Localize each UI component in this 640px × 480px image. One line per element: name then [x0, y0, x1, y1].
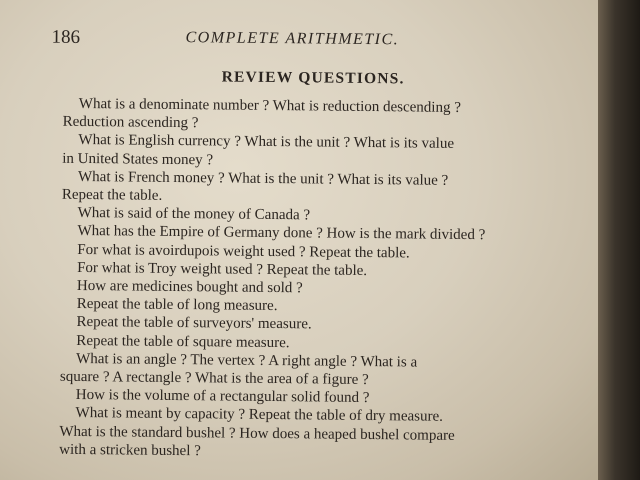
- text-line: Reduction ascending ?: [62, 113, 199, 132]
- running-head: COMPLETE ARITHMETIC.: [185, 29, 400, 49]
- text-line: How are medicines bought and sold ?: [76, 277, 303, 297]
- text-line: with a stricken bushel ?: [59, 441, 201, 460]
- text-line: What is French money ? What is the unit ? What is its value ?: [77, 168, 449, 189]
- text-line: Repeat the table of surveyors' measure.: [76, 314, 312, 333]
- page-number: 186: [51, 26, 81, 48]
- text-line: What is said of the money of Canada ?: [77, 205, 311, 224]
- text-line: What is meant by capacity ? Repeat the table of dry measure.: [75, 405, 444, 426]
- text-line: What is a denominate number ? What is reduction descending ?: [78, 95, 462, 116]
- text-line: For what is avoirdupois weight used ? Repeat the table.: [77, 241, 410, 262]
- text-line: How is the volume of a rectangular solid found ?: [75, 387, 370, 407]
- text-line: What has the Empire of Germany done ? How is the mark divided ?: [77, 223, 486, 244]
- section-title: REVIEW QUESTIONS.: [221, 68, 405, 88]
- text-line: Repeat the table of long measure.: [76, 296, 278, 315]
- text-line: For what is Troy weight used ? Repeat the table.: [77, 259, 368, 279]
- book-spine: [598, 0, 640, 480]
- text-line: in United States money ?: [62, 150, 214, 168]
- page-header: [51, 23, 563, 58]
- text-line: What is an angle ? The vertex ? A right angle ? What is a: [76, 350, 418, 371]
- text-line: square ? A rectangle ? What is the area of a figure ?: [59, 368, 369, 389]
- text-line: What is the standard bushel ? How does a heaped bushel compare: [59, 423, 455, 444]
- text-line: What is English currency ? What is the unit ? What is its value: [78, 132, 455, 153]
- text-line: Repeat the table of square measure.: [76, 332, 290, 351]
- text-line: Repeat the table.: [61, 186, 163, 204]
- page-content: [51, 23, 564, 464]
- review-questions-list: [59, 95, 563, 464]
